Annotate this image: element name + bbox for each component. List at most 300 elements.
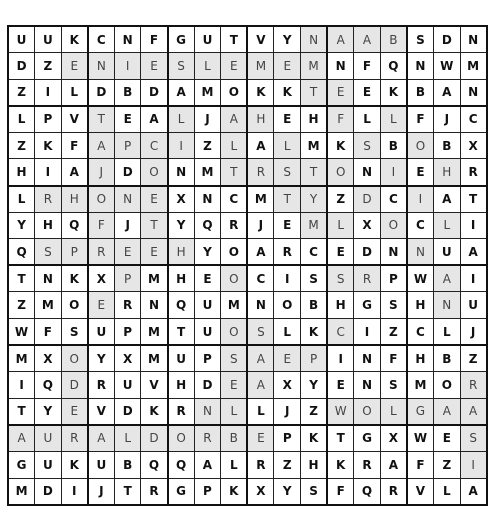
letter-cell[interactable]: Z xyxy=(301,398,328,425)
letter-cell[interactable]: P xyxy=(114,132,141,159)
letter-cell[interactable]: N xyxy=(88,53,115,80)
letter-cell[interactable]: D xyxy=(35,478,62,505)
letter-cell[interactable]: N xyxy=(114,26,141,53)
letter-cell[interactable]: F xyxy=(354,53,381,80)
letter-cell[interactable]: U xyxy=(35,26,62,53)
letter-cell[interactable]: N xyxy=(407,53,434,80)
letter-cell[interactable]: N xyxy=(354,372,381,399)
letter-cell[interactable]: F xyxy=(141,26,168,53)
letter-cell[interactable]: M xyxy=(141,345,168,372)
letter-cell[interactable]: S xyxy=(460,425,487,452)
letter-cell[interactable]: F xyxy=(88,212,115,239)
letter-cell[interactable]: P xyxy=(380,265,407,292)
letter-cell[interactable]: W xyxy=(434,53,461,80)
letter-cell[interactable]: X xyxy=(88,265,115,292)
letter-cell[interactable]: H xyxy=(168,239,195,266)
letter-cell[interactable]: D xyxy=(354,239,381,266)
letter-cell[interactable]: P xyxy=(194,478,221,505)
letter-cell[interactable]: L xyxy=(8,106,35,133)
letter-cell[interactable]: P xyxy=(301,345,328,372)
letter-cell[interactable]: O xyxy=(221,319,248,346)
letter-cell[interactable]: Z xyxy=(460,345,487,372)
letter-cell[interactable]: U xyxy=(194,292,221,319)
letter-cell[interactable]: Y xyxy=(8,212,35,239)
letter-cell[interactable]: I xyxy=(460,265,487,292)
letter-cell[interactable]: N xyxy=(247,292,274,319)
letter-cell[interactable]: J xyxy=(194,106,221,133)
letter-cell[interactable]: F xyxy=(327,478,354,505)
letter-cell[interactable]: O xyxy=(221,79,248,106)
letter-cell[interactable]: P xyxy=(61,239,88,266)
letter-cell[interactable]: O xyxy=(327,159,354,186)
letter-cell[interactable]: N xyxy=(327,53,354,80)
letter-cell[interactable]: D xyxy=(61,372,88,399)
letter-cell[interactable]: A xyxy=(247,239,274,266)
letter-cell[interactable]: H xyxy=(407,345,434,372)
letter-cell[interactable]: K xyxy=(61,452,88,479)
letter-cell[interactable]: J xyxy=(88,478,115,505)
letter-cell[interactable]: S xyxy=(327,265,354,292)
letter-cell[interactable]: I xyxy=(114,53,141,80)
letter-cell[interactable]: B xyxy=(380,132,407,159)
letter-cell[interactable]: L xyxy=(274,319,301,346)
letter-cell[interactable]: X xyxy=(168,186,195,213)
letter-cell[interactable]: M xyxy=(301,132,328,159)
letter-cell[interactable]: I xyxy=(407,186,434,213)
letter-cell[interactable]: C xyxy=(88,26,115,53)
letter-cell[interactable]: D xyxy=(114,398,141,425)
letter-cell[interactable]: F xyxy=(61,132,88,159)
letter-cell[interactable]: O xyxy=(88,186,115,213)
letter-cell[interactable]: R xyxy=(380,478,407,505)
letter-cell[interactable]: E xyxy=(61,398,88,425)
letter-cell[interactable]: V xyxy=(141,372,168,399)
letter-cell[interactable]: R xyxy=(460,372,487,399)
letter-cell[interactable]: Q xyxy=(194,212,221,239)
letter-cell[interactable]: L xyxy=(354,106,381,133)
letter-cell[interactable]: J xyxy=(114,212,141,239)
letter-cell[interactable]: F xyxy=(327,106,354,133)
letter-cell[interactable]: C xyxy=(327,319,354,346)
letter-cell[interactable]: V xyxy=(247,26,274,53)
letter-cell[interactable]: K xyxy=(301,425,328,452)
letter-cell[interactable]: K xyxy=(61,265,88,292)
letter-cell[interactable]: N xyxy=(194,398,221,425)
letter-cell[interactable]: M xyxy=(194,79,221,106)
letter-cell[interactable]: X xyxy=(380,425,407,452)
letter-cell[interactable]: U xyxy=(114,372,141,399)
letter-cell[interactable]: A xyxy=(434,79,461,106)
letter-cell[interactable]: N xyxy=(194,186,221,213)
letter-cell[interactable]: Q xyxy=(8,239,35,266)
letter-cell[interactable]: Z xyxy=(8,292,35,319)
letter-cell[interactable]: H xyxy=(8,159,35,186)
letter-cell[interactable]: V xyxy=(61,106,88,133)
letter-cell[interactable]: W xyxy=(327,398,354,425)
letter-cell[interactable]: O xyxy=(61,292,88,319)
letter-cell[interactable]: N xyxy=(407,239,434,266)
letter-cell[interactable]: E xyxy=(354,79,381,106)
letter-cell[interactable]: J xyxy=(434,106,461,133)
letter-cell[interactable]: I xyxy=(354,319,381,346)
letter-cell[interactable]: P xyxy=(35,106,62,133)
letter-cell[interactable]: A xyxy=(141,106,168,133)
letter-cell[interactable]: Y xyxy=(168,212,195,239)
letter-cell[interactable]: S xyxy=(221,345,248,372)
letter-cell[interactable]: L xyxy=(114,425,141,452)
letter-cell[interactable]: X xyxy=(274,372,301,399)
letter-cell[interactable]: O xyxy=(354,398,381,425)
letter-cell[interactable]: I xyxy=(8,372,35,399)
letter-cell[interactable]: D xyxy=(8,53,35,80)
letter-cell[interactable]: U xyxy=(434,239,461,266)
letter-cell[interactable]: S xyxy=(380,372,407,399)
letter-cell[interactable]: G xyxy=(354,292,381,319)
letter-cell[interactable]: E xyxy=(247,425,274,452)
letter-cell[interactable]: O xyxy=(380,212,407,239)
letter-cell[interactable]: I xyxy=(380,159,407,186)
letter-cell[interactable]: L xyxy=(8,186,35,213)
letter-cell[interactable]: R xyxy=(88,372,115,399)
letter-cell[interactable]: R xyxy=(114,292,141,319)
letter-cell[interactable]: N xyxy=(141,292,168,319)
letter-cell[interactable]: D xyxy=(114,159,141,186)
letter-cell[interactable]: L xyxy=(221,452,248,479)
letter-cell[interactable]: T xyxy=(8,265,35,292)
letter-cell[interactable]: H xyxy=(301,452,328,479)
letter-cell[interactable]: A xyxy=(434,186,461,213)
letter-cell[interactable]: H xyxy=(301,106,328,133)
letter-cell[interactable]: I xyxy=(327,345,354,372)
letter-cell[interactable]: P xyxy=(274,425,301,452)
letter-cell[interactable]: L xyxy=(274,132,301,159)
letter-cell[interactable]: M xyxy=(8,345,35,372)
letter-cell[interactable]: L xyxy=(61,79,88,106)
letter-cell[interactable]: F xyxy=(35,319,62,346)
letter-cell[interactable]: O xyxy=(221,265,248,292)
letter-cell[interactable]: K xyxy=(61,26,88,53)
letter-cell[interactable]: X xyxy=(460,132,487,159)
letter-cell[interactable]: N xyxy=(460,79,487,106)
letter-cell[interactable]: B xyxy=(407,79,434,106)
letter-cell[interactable]: S xyxy=(407,26,434,53)
letter-cell[interactable]: O xyxy=(221,239,248,266)
letter-cell[interactable]: U xyxy=(35,425,62,452)
letter-cell[interactable]: Z xyxy=(434,452,461,479)
letter-cell[interactable]: B xyxy=(114,452,141,479)
letter-cell[interactable]: A xyxy=(88,425,115,452)
letter-cell[interactable]: T xyxy=(460,186,487,213)
letter-cell[interactable]: O xyxy=(274,292,301,319)
letter-cell[interactable]: A xyxy=(247,345,274,372)
letter-cell[interactable]: L xyxy=(434,319,461,346)
letter-cell[interactable]: G xyxy=(8,452,35,479)
letter-cell[interactable]: X xyxy=(114,345,141,372)
letter-cell[interactable]: D xyxy=(434,26,461,53)
letter-cell[interactable]: T xyxy=(301,159,328,186)
letter-cell[interactable]: B xyxy=(221,425,248,452)
letter-cell[interactable]: O xyxy=(168,425,195,452)
letter-cell[interactable]: U xyxy=(35,452,62,479)
letter-cell[interactable]: S xyxy=(247,319,274,346)
letter-cell[interactable]: R xyxy=(61,425,88,452)
letter-cell[interactable]: S xyxy=(354,132,381,159)
letter-cell[interactable]: A xyxy=(354,26,381,53)
letter-cell[interactable]: V xyxy=(407,478,434,505)
letter-cell[interactable]: A xyxy=(168,79,195,106)
letter-cell[interactable]: L xyxy=(434,212,461,239)
letter-cell[interactable]: Y xyxy=(194,239,221,266)
letter-cell[interactable]: M xyxy=(8,478,35,505)
letter-cell[interactable]: L xyxy=(168,106,195,133)
letter-cell[interactable]: Y xyxy=(301,186,328,213)
letter-cell[interactable]: F xyxy=(407,452,434,479)
letter-cell[interactable]: H xyxy=(168,372,195,399)
letter-cell[interactable]: Y xyxy=(88,345,115,372)
letter-cell[interactable]: A xyxy=(380,452,407,479)
letter-cell[interactable]: U xyxy=(460,292,487,319)
letter-cell[interactable]: C xyxy=(247,265,274,292)
letter-cell[interactable]: A xyxy=(460,239,487,266)
letter-cell[interactable]: E xyxy=(141,186,168,213)
letter-cell[interactable]: E xyxy=(61,53,88,80)
letter-cell[interactable]: Y xyxy=(274,478,301,505)
letter-cell[interactable]: D xyxy=(354,186,381,213)
letter-cell[interactable]: I xyxy=(61,478,88,505)
letter-cell[interactable]: P xyxy=(114,319,141,346)
letter-cell[interactable]: Z xyxy=(35,53,62,80)
letter-cell[interactable]: I xyxy=(35,79,62,106)
letter-cell[interactable]: A xyxy=(460,398,487,425)
letter-cell[interactable]: R xyxy=(247,159,274,186)
letter-cell[interactable]: M xyxy=(194,159,221,186)
letter-cell[interactable]: A xyxy=(88,132,115,159)
letter-cell[interactable]: M xyxy=(301,212,328,239)
letter-cell[interactable]: Z xyxy=(8,79,35,106)
letter-cell[interactable]: M xyxy=(221,292,248,319)
letter-cell[interactable]: E xyxy=(274,345,301,372)
letter-cell[interactable]: C xyxy=(301,239,328,266)
letter-cell[interactable]: R xyxy=(354,265,381,292)
letter-cell[interactable]: J xyxy=(274,398,301,425)
letter-cell[interactable]: E xyxy=(434,425,461,452)
letter-cell[interactable]: G xyxy=(407,398,434,425)
letter-cell[interactable]: A xyxy=(61,159,88,186)
letter-cell[interactable]: M xyxy=(247,53,274,80)
letter-cell[interactable]: O xyxy=(141,159,168,186)
letter-cell[interactable]: H xyxy=(327,292,354,319)
letter-cell[interactable]: Q xyxy=(35,372,62,399)
letter-cell[interactable]: E xyxy=(88,292,115,319)
letter-cell[interactable]: R xyxy=(247,452,274,479)
letter-cell[interactable]: N xyxy=(168,159,195,186)
letter-cell[interactable]: B xyxy=(301,292,328,319)
letter-cell[interactable]: U xyxy=(88,319,115,346)
letter-cell[interactable]: M xyxy=(141,265,168,292)
letter-cell[interactable]: K xyxy=(301,319,328,346)
letter-cell[interactable]: H xyxy=(247,106,274,133)
letter-cell[interactable]: L xyxy=(221,132,248,159)
letter-cell[interactable]: E xyxy=(114,239,141,266)
letter-cell[interactable]: A xyxy=(247,132,274,159)
letter-cell[interactable]: E xyxy=(407,159,434,186)
letter-cell[interactable]: O xyxy=(407,132,434,159)
letter-cell[interactable]: Z xyxy=(327,186,354,213)
letter-cell[interactable]: Y xyxy=(301,372,328,399)
letter-cell[interactable]: G xyxy=(354,425,381,452)
letter-cell[interactable]: E xyxy=(274,53,301,80)
letter-cell[interactable]: O xyxy=(61,345,88,372)
letter-cell[interactable]: I xyxy=(168,132,195,159)
letter-cell[interactable]: R xyxy=(194,425,221,452)
letter-cell[interactable]: L xyxy=(194,53,221,80)
letter-cell[interactable]: R xyxy=(221,212,248,239)
letter-cell[interactable]: K xyxy=(327,452,354,479)
letter-cell[interactable]: D xyxy=(194,372,221,399)
letter-cell[interactable]: E xyxy=(141,53,168,80)
letter-cell[interactable]: Q xyxy=(354,478,381,505)
letter-cell[interactable]: J xyxy=(88,159,115,186)
letter-cell[interactable]: L xyxy=(327,212,354,239)
letter-cell[interactable]: S xyxy=(35,239,62,266)
letter-cell[interactable]: T xyxy=(221,159,248,186)
letter-cell[interactable]: N xyxy=(301,26,328,53)
letter-cell[interactable]: H xyxy=(434,159,461,186)
letter-cell[interactable]: H xyxy=(407,292,434,319)
letter-cell[interactable]: G xyxy=(168,478,195,505)
letter-cell[interactable]: S xyxy=(301,265,328,292)
letter-cell[interactable]: E xyxy=(221,53,248,80)
letter-cell[interactable]: E xyxy=(221,372,248,399)
letter-cell[interactable]: C xyxy=(407,319,434,346)
letter-cell[interactable]: C xyxy=(380,186,407,213)
letter-cell[interactable]: B xyxy=(434,132,461,159)
letter-cell[interactable]: Y xyxy=(35,398,62,425)
letter-cell[interactable]: T xyxy=(141,212,168,239)
letter-cell[interactable]: C xyxy=(141,132,168,159)
letter-cell[interactable]: H xyxy=(61,186,88,213)
letter-cell[interactable]: A xyxy=(434,398,461,425)
letter-cell[interactable]: E xyxy=(141,239,168,266)
letter-cell[interactable]: Q xyxy=(168,292,195,319)
letter-cell[interactable]: P xyxy=(114,265,141,292)
letter-cell[interactable]: E xyxy=(274,212,301,239)
letter-cell[interactable]: A xyxy=(460,478,487,505)
letter-cell[interactable]: N xyxy=(35,265,62,292)
letter-cell[interactable]: K xyxy=(221,478,248,505)
letter-cell[interactable]: U xyxy=(168,345,195,372)
letter-cell[interactable]: R xyxy=(141,478,168,505)
letter-cell[interactable]: L xyxy=(380,398,407,425)
letter-cell[interactable]: T xyxy=(301,79,328,106)
letter-cell[interactable]: J xyxy=(460,319,487,346)
letter-cell[interactable]: Z xyxy=(8,132,35,159)
letter-cell[interactable]: A xyxy=(247,372,274,399)
letter-cell[interactable]: D xyxy=(141,79,168,106)
letter-cell[interactable]: A xyxy=(434,265,461,292)
letter-cell[interactable]: N xyxy=(380,239,407,266)
letter-cell[interactable]: M xyxy=(141,319,168,346)
letter-cell[interactable]: F xyxy=(380,345,407,372)
letter-cell[interactable]: S xyxy=(274,159,301,186)
letter-cell[interactable]: S xyxy=(380,292,407,319)
letter-cell[interactable]: E xyxy=(194,265,221,292)
letter-cell[interactable]: R xyxy=(354,452,381,479)
letter-cell[interactable]: Q xyxy=(61,212,88,239)
letter-cell[interactable]: Z xyxy=(274,452,301,479)
letter-cell[interactable]: V xyxy=(88,398,115,425)
letter-cell[interactable]: T xyxy=(327,425,354,452)
letter-cell[interactable]: N xyxy=(434,292,461,319)
letter-cell[interactable]: B xyxy=(434,345,461,372)
letter-cell[interactable]: A xyxy=(194,452,221,479)
letter-cell[interactable]: K xyxy=(327,132,354,159)
letter-cell[interactable]: B xyxy=(380,26,407,53)
letter-cell[interactable]: G xyxy=(168,26,195,53)
letter-cell[interactable]: Y xyxy=(274,26,301,53)
letter-cell[interactable]: K xyxy=(141,398,168,425)
letter-cell[interactable]: M xyxy=(247,186,274,213)
letter-cell[interactable]: R xyxy=(460,159,487,186)
letter-cell[interactable]: Q xyxy=(141,452,168,479)
letter-cell[interactable]: C xyxy=(407,212,434,239)
letter-cell[interactable]: U xyxy=(88,452,115,479)
letter-cell[interactable]: E xyxy=(327,79,354,106)
letter-cell[interactable]: L xyxy=(247,398,274,425)
letter-cell[interactable]: T xyxy=(274,186,301,213)
letter-cell[interactable]: D xyxy=(141,425,168,452)
letter-cell[interactable]: X xyxy=(247,478,274,505)
letter-cell[interactable]: R xyxy=(274,239,301,266)
letter-cell[interactable]: U xyxy=(8,26,35,53)
letter-cell[interactable]: O xyxy=(434,372,461,399)
letter-cell[interactable]: X xyxy=(35,345,62,372)
letter-cell[interactable]: N xyxy=(114,186,141,213)
letter-cell[interactable]: Q xyxy=(168,452,195,479)
letter-cell[interactable]: A xyxy=(221,106,248,133)
letter-cell[interactable]: M xyxy=(460,53,487,80)
letter-cell[interactable]: H xyxy=(168,265,195,292)
letter-cell[interactable]: Z xyxy=(194,132,221,159)
letter-cell[interactable]: I xyxy=(274,265,301,292)
letter-cell[interactable]: T xyxy=(221,26,248,53)
letter-cell[interactable]: S xyxy=(301,478,328,505)
letter-cell[interactable]: K xyxy=(380,79,407,106)
letter-cell[interactable]: E xyxy=(327,372,354,399)
letter-cell[interactable]: N xyxy=(354,345,381,372)
letter-cell[interactable]: L xyxy=(221,398,248,425)
letter-cell[interactable]: R xyxy=(35,186,62,213)
letter-cell[interactable]: D xyxy=(88,79,115,106)
letter-cell[interactable]: Q xyxy=(380,53,407,80)
letter-cell[interactable]: M xyxy=(35,292,62,319)
letter-cell[interactable]: K xyxy=(35,132,62,159)
letter-cell[interactable]: P xyxy=(194,345,221,372)
letter-cell[interactable]: S xyxy=(61,319,88,346)
letter-cell[interactable]: B xyxy=(114,79,141,106)
letter-cell[interactable]: J xyxy=(247,212,274,239)
letter-cell[interactable]: T xyxy=(114,478,141,505)
letter-cell[interactable]: R xyxy=(168,398,195,425)
letter-cell[interactable]: L xyxy=(380,106,407,133)
letter-cell[interactable]: T xyxy=(168,319,195,346)
letter-cell[interactable]: K xyxy=(274,79,301,106)
letter-cell[interactable]: S xyxy=(168,53,195,80)
letter-cell[interactable]: A xyxy=(8,425,35,452)
letter-cell[interactable]: K xyxy=(247,79,274,106)
letter-cell[interactable]: T xyxy=(88,106,115,133)
letter-cell[interactable]: E xyxy=(274,106,301,133)
